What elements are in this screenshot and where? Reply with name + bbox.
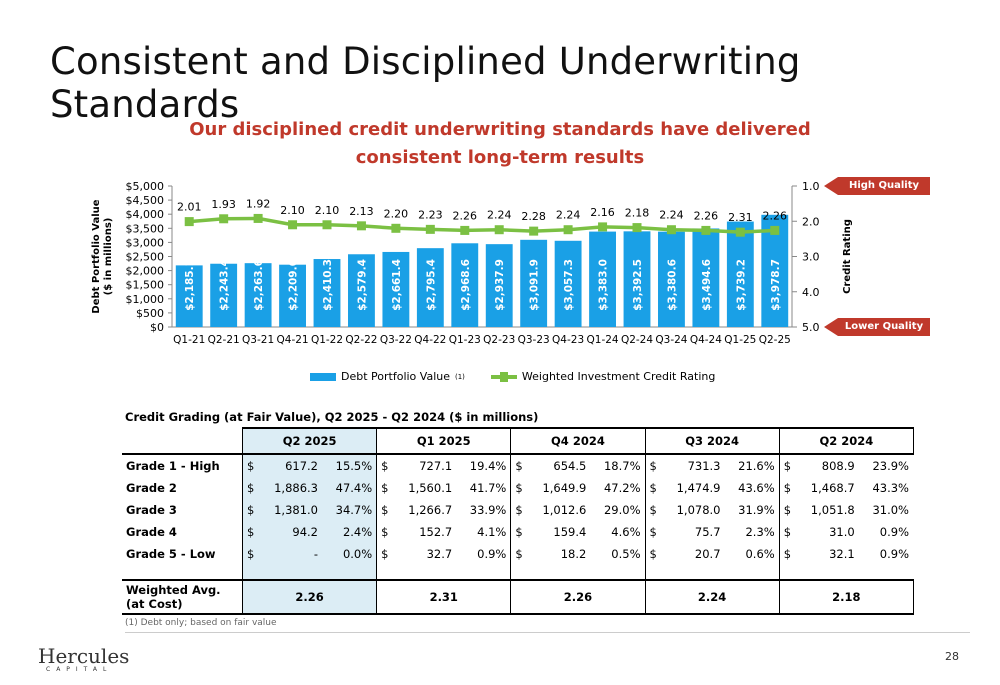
- right-axis-title: Credit Rating: [842, 219, 853, 294]
- weighted-average-value: 2.24: [645, 580, 779, 614]
- table-spacer-row: [122, 565, 914, 580]
- chart-legend: [310, 370, 715, 383]
- rating-value-label: 1.92: [245, 197, 271, 211]
- spacer-cell: [511, 565, 645, 580]
- x-tick-label: Q1-21: [173, 334, 206, 346]
- left-axis-tick-label: $4,500: [125, 194, 164, 208]
- divider: [125, 632, 970, 633]
- amount-cell: 75.7: [694, 525, 721, 539]
- grade-label: Grade 5 - Low: [126, 547, 216, 561]
- percent-cell: 2.4%: [322, 521, 377, 543]
- currency-symbol: $: [243, 499, 260, 521]
- x-tick-label: Q2-23: [483, 334, 516, 346]
- right-axis-tick-label: 5.0: [802, 321, 820, 334]
- table-header-row: [122, 428, 914, 454]
- percent-cell: 33.9%: [469, 503, 507, 517]
- x-tick-label: Q3-23: [517, 334, 550, 346]
- amount-cell: 152.7: [419, 525, 453, 539]
- logo-text: Hercules: [38, 644, 130, 668]
- currency-symbol: $: [779, 454, 796, 477]
- left-axis-tick-label: $0: [150, 321, 164, 334]
- rating-marker: [701, 226, 710, 235]
- currency-symbol: $: [645, 454, 662, 477]
- bar-value-label: $2,263.6: [253, 259, 266, 311]
- weighted-average-value: 2.26: [511, 580, 645, 614]
- currency-symbol: $: [511, 454, 528, 477]
- amount-cell: 1,266.7: [408, 503, 453, 517]
- rating-value-label: 2.26: [762, 209, 788, 223]
- amount-cell: 1,468.7: [810, 481, 855, 495]
- amount-cell: 18.2: [560, 547, 587, 561]
- currency-symbol: $: [779, 543, 796, 565]
- bar-value-label: $2,937.9: [494, 259, 507, 311]
- page-number: 28: [945, 650, 959, 663]
- currency-symbol: $: [377, 454, 394, 477]
- amount-cell: 1,078.0: [676, 503, 721, 517]
- legend-item-line: [491, 370, 715, 383]
- left-axis-title-line1: Debt Portfolio Value: [91, 199, 102, 314]
- currency-symbol: $: [377, 499, 394, 521]
- rating-value-label: 2.10: [280, 203, 305, 217]
- currency-symbol: $: [645, 477, 662, 499]
- left-axis-tick-label: $4,000: [125, 208, 164, 222]
- x-tick-label: Q3-22: [379, 334, 412, 346]
- percent-cell: 34.7%: [322, 499, 377, 521]
- right-axis-tick-label: 4.0: [802, 285, 820, 299]
- legend-swatch-bar: [310, 373, 336, 381]
- header-period: Q2 2025: [243, 428, 377, 454]
- percent-cell: 43.3%: [872, 481, 909, 495]
- bar-value-label: $3,380.6: [666, 259, 679, 311]
- page-title: Consistent and Disciplined Underwriting Standards: [50, 40, 801, 126]
- rating-value-label: 2.26: [693, 209, 719, 223]
- rating-value-label: 2.24: [486, 208, 512, 222]
- bar-value-label: $2,410.3: [322, 259, 334, 311]
- percent-cell: 0.9%: [477, 547, 507, 561]
- grade-label: Grade 4: [126, 525, 177, 539]
- left-axis-tick-label: $2,500: [125, 250, 164, 264]
- amount-cell: 159.4: [553, 525, 587, 539]
- right-axis-tick-label: 1.0: [802, 180, 820, 193]
- left-axis-tick-label: $2,000: [125, 264, 164, 278]
- weighted-average-value: 2.31: [377, 580, 511, 614]
- weighted-average-row: [122, 580, 914, 614]
- rating-marker: [529, 227, 538, 236]
- left-axis-tick-label: $5,000: [125, 180, 164, 193]
- rating-line: [189, 218, 775, 232]
- percent-cell: 31.9%: [738, 503, 775, 517]
- spacer-cell: [377, 565, 511, 580]
- x-tick-label: Q1-24: [586, 334, 619, 346]
- right-axis-tick-label: 2.0: [802, 215, 820, 229]
- currency-symbol: $: [511, 543, 528, 565]
- rating-marker: [426, 225, 435, 234]
- percent-cell: 4.6%: [611, 525, 641, 539]
- right-axis-tick-label: 3.0: [802, 250, 820, 264]
- table-row: [122, 543, 914, 565]
- subtitle-line-1: Our disciplined credit underwriting standards have delivered: [189, 119, 811, 140]
- rating-value-label: 2.28: [521, 210, 546, 224]
- subtitle-line-2: consistent long-term results: [355, 147, 645, 168]
- left-axis-tick-label: $3,000: [125, 236, 164, 250]
- rating-value-label: 2.26: [452, 209, 478, 223]
- rating-value-label: 2.24: [555, 208, 581, 222]
- legend-swatch-line: [491, 375, 517, 379]
- table-row: [122, 499, 914, 521]
- amount-cell: 1,886.3: [259, 477, 322, 499]
- percent-cell: 21.6%: [738, 459, 775, 473]
- currency-symbol: $: [645, 521, 662, 543]
- legend-item-bar: [310, 370, 465, 383]
- rating-marker: [495, 225, 504, 234]
- legend-label-line: Weighted Investment Credit Rating: [521, 370, 716, 383]
- percent-cell: 15.5%: [322, 454, 377, 477]
- rating-marker: [185, 217, 194, 226]
- bar-value-label: $2,209.6: [287, 259, 300, 311]
- currency-symbol: $: [645, 543, 662, 565]
- bar-value-label: $3,494.6: [700, 259, 713, 311]
- x-tick-label: Q4-22: [414, 334, 447, 346]
- bar-value-label: $2,579.4: [356, 259, 369, 311]
- amount-cell: 1,474.9: [676, 481, 721, 495]
- rating-marker: [323, 220, 332, 229]
- x-tick-label: Q1-25: [724, 334, 757, 346]
- rating-marker: [564, 225, 573, 234]
- bar-value-label: $2,243.4: [218, 259, 231, 311]
- amount-cell: -: [259, 543, 322, 565]
- table-row: [122, 454, 914, 477]
- header-period: Q1 2025: [377, 428, 511, 454]
- amount-cell: 94.2: [259, 521, 322, 543]
- credit-grading-table: [122, 427, 914, 615]
- currency-symbol: $: [511, 499, 528, 521]
- x-tick-label: Q2-25: [758, 334, 791, 346]
- x-tick-label: Q4-21: [276, 334, 309, 346]
- percent-cell: 47.2%: [603, 481, 641, 495]
- currency-symbol: $: [243, 543, 260, 565]
- footnote: (1) Debt only; based on fair value: [125, 618, 277, 628]
- grade-label: Grade 3: [126, 503, 177, 517]
- percent-cell: 0.5%: [611, 547, 641, 561]
- currency-symbol: $: [779, 499, 796, 521]
- header-period: Q4 2024: [511, 428, 645, 454]
- x-tick-label: Q2-21: [207, 334, 240, 346]
- amount-cell: 1,560.1: [408, 481, 453, 495]
- amount-cell: 808.9: [821, 459, 855, 473]
- rating-marker: [391, 224, 400, 233]
- rating-value-label: 2.01: [176, 200, 202, 214]
- currency-symbol: $: [377, 477, 394, 499]
- currency-symbol: $: [779, 477, 796, 499]
- percent-cell: 2.3%: [745, 525, 775, 539]
- header-period: Q2 2024: [779, 428, 913, 454]
- rating-value-label: 2.18: [624, 206, 650, 220]
- rating-marker: [633, 223, 642, 232]
- left-axis-tick-label: $1,500: [125, 278, 164, 292]
- percent-cell: 0.9%: [879, 547, 909, 561]
- percent-cell: 31.0%: [872, 503, 909, 517]
- left-axis-tick-label: $1,000: [125, 292, 164, 306]
- currency-symbol: $: [243, 477, 260, 499]
- x-tick-label: Q2-24: [620, 334, 654, 346]
- currency-symbol: $: [779, 521, 796, 543]
- percent-cell: 18.7%: [603, 459, 641, 473]
- percent-cell: 23.9%: [872, 459, 909, 473]
- lower-quality-badge: Lower Quality: [838, 318, 930, 336]
- spacer-cell: [243, 565, 377, 580]
- company-logo: [38, 644, 129, 673]
- rating-value-label: 2.20: [383, 207, 409, 221]
- bar-value-label: $2,185.1: [184, 259, 197, 311]
- amount-cell: 20.7: [694, 547, 721, 561]
- currency-symbol: $: [377, 543, 394, 565]
- bar-value-label: $3,091.9: [528, 259, 541, 311]
- weighted-average-label: [122, 580, 243, 614]
- left-axis-title-line2: ($ in millions): [103, 217, 114, 296]
- percent-cell: 0.0%: [322, 543, 377, 565]
- bar-value-label: $3,978.7: [769, 259, 782, 311]
- weighted-average-value: 2.18: [779, 580, 913, 614]
- rating-value-label: 1.93: [211, 197, 236, 211]
- legend-label-bar: Debt Portfolio Value: [341, 370, 450, 383]
- amount-cell: 1,012.6: [542, 503, 587, 517]
- legend-footnote-marker: (1): [455, 372, 465, 381]
- table-row: [122, 477, 914, 499]
- header-period: Q3 2024: [645, 428, 779, 454]
- amount-cell: 1,381.0: [259, 499, 322, 521]
- percent-cell: 0.9%: [879, 525, 909, 539]
- grade-label: Grade 1 - High: [126, 459, 220, 473]
- rating-marker: [254, 214, 263, 223]
- bar-value-label: $3,383.0: [597, 259, 610, 311]
- table-row: [122, 521, 914, 543]
- rating-marker: [598, 222, 607, 231]
- rating-value-label: 2.24: [659, 208, 684, 222]
- rating-value-label: 2.23: [418, 208, 443, 222]
- percent-cell: 19.4%: [469, 459, 507, 473]
- percent-cell: 41.7%: [469, 481, 507, 495]
- amount-cell: 1,051.8: [810, 503, 855, 517]
- grade-label: Grade 2: [126, 481, 177, 495]
- currency-symbol: $: [511, 521, 528, 543]
- weighted-average-label-line2: (at Cost): [126, 597, 183, 611]
- table-body: [122, 454, 914, 614]
- bar-value-label: $3,739.2: [735, 259, 748, 311]
- x-tick-label: Q1-23: [448, 334, 481, 346]
- spacer-cell: [645, 565, 779, 580]
- x-tick-label: Q3-24: [655, 334, 688, 346]
- rating-value-label: 2.31: [728, 211, 753, 225]
- spacer-cell: [122, 565, 243, 580]
- weighted-average-label-line1: Weighted Avg.: [126, 583, 221, 597]
- header-blank: [122, 428, 243, 454]
- currency-symbol: $: [243, 454, 260, 477]
- table-caption: Credit Grading (at Fair Value), Q2 2025 - Q2 2024 ($ in millions): [125, 410, 539, 424]
- left-axis-tick-label: $500: [136, 306, 164, 320]
- bar-value-label: $3,392.5: [632, 259, 644, 311]
- currency-symbol: $: [645, 499, 662, 521]
- bar-value-label: $2,968.6: [459, 259, 472, 311]
- x-tick-label: Q2-22: [345, 334, 378, 346]
- amount-cell: 731.3: [687, 459, 721, 473]
- rating-marker: [770, 226, 779, 235]
- portfolio-chart: [0, 172, 1000, 367]
- spacer-cell: [779, 565, 913, 580]
- rating-marker: [357, 221, 366, 230]
- bar-value-label: $2,795.4: [425, 259, 438, 311]
- amount-cell: 654.5: [553, 459, 587, 473]
- amount-cell: 31.0: [829, 525, 855, 539]
- x-tick-label: Q4-23: [552, 334, 585, 346]
- x-tick-label: Q1-22: [310, 334, 344, 346]
- rating-value-label: 2.16: [590, 205, 615, 219]
- amount-cell: 617.2: [259, 454, 322, 477]
- left-axis-tick-label: $3,500: [125, 222, 164, 236]
- amount-cell: 32.7: [426, 547, 453, 561]
- amount-cell: 1,649.9: [542, 481, 587, 495]
- currency-symbol: $: [377, 521, 394, 543]
- rating-marker: [736, 228, 745, 237]
- bar-value-label: $2,661.4: [390, 259, 403, 311]
- rating-marker: [219, 214, 228, 223]
- x-tick-label: Q4-24: [689, 334, 722, 346]
- amount-cell: 32.1: [829, 547, 855, 561]
- rating-value-label: 2.13: [349, 204, 374, 218]
- high-quality-badge: High Quality: [838, 177, 930, 195]
- currency-symbol: $: [511, 477, 528, 499]
- weighted-average-value: 2.26: [243, 580, 377, 614]
- currency-symbol: $: [243, 521, 260, 543]
- percent-cell: 29.0%: [603, 503, 641, 517]
- percent-cell: 0.6%: [745, 547, 775, 561]
- percent-cell: 43.6%: [738, 481, 775, 495]
- logo-subtext: CAPITAL: [46, 666, 113, 673]
- percent-cell: 47.4%: [322, 477, 377, 499]
- bar-value-label: $3,057.3: [563, 259, 576, 311]
- amount-cell: 727.1: [419, 459, 453, 473]
- rating-value-label: 2.10: [314, 203, 340, 217]
- percent-cell: 4.1%: [477, 525, 507, 539]
- x-tick-label: Q3-21: [242, 334, 275, 346]
- rating-marker: [288, 220, 297, 229]
- rating-marker: [667, 225, 676, 234]
- rating-marker: [460, 226, 469, 235]
